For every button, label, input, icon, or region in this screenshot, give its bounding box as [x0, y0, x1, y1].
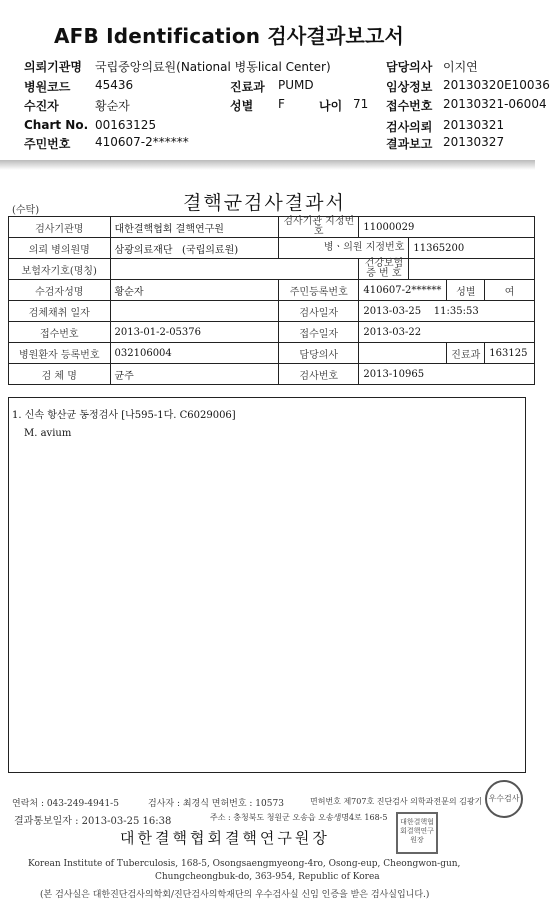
seal-text: 대한결핵협회결핵연구원장	[400, 818, 434, 844]
cell-label: 접수일자	[279, 322, 359, 343]
label-rrn: 주민번호	[24, 137, 71, 151]
footer-license: 면허번호 제707호 진단검사 의학과전문의 김광기	[310, 797, 483, 806]
table-row	[9, 364, 535, 385]
cell-value	[110, 301, 279, 322]
footer-notice-date: 결과통보일자 : 2013-03-25 16:38	[14, 816, 172, 827]
form-note: (수탁)	[12, 205, 40, 216]
value-test-request: 20130321	[443, 118, 505, 132]
cell-value: 대한결핵협회 결핵연구원	[110, 217, 279, 238]
value-department: PUMD	[278, 78, 314, 92]
label-sex: 성별	[230, 99, 254, 113]
cell-label: 진료과	[447, 343, 485, 364]
cell-label: 의뢰 병의원명	[9, 238, 111, 259]
cell-label: 접수번호	[9, 322, 111, 343]
table-row	[9, 217, 535, 238]
table-row	[9, 301, 535, 322]
req-note: (국립의료원)	[182, 244, 239, 256]
label-chart-no: Chart No.	[24, 118, 89, 132]
cell-value: 032106004	[110, 343, 279, 364]
label-requester: 의뢰기관명	[24, 60, 82, 74]
cell-label: 주민등록번호	[279, 280, 359, 301]
cell-value: 2013-01-2-05376	[110, 322, 279, 343]
cell-value: 2013-10965	[359, 364, 535, 385]
cell-label: 검사기관명	[9, 217, 111, 238]
cell-label: 담당의사	[279, 343, 359, 364]
footer-address-en: Chungcheongbuk-do, 363-954, Republic of Korea	[155, 872, 380, 882]
cell-label: 성별	[447, 280, 485, 301]
result-value: M. avium	[24, 428, 72, 439]
divider	[0, 160, 535, 170]
cell-value: 163125	[485, 343, 535, 364]
label-doctor: 담당의사	[386, 60, 433, 74]
cell-value	[110, 259, 359, 280]
cell-label: 보험자기호(명칭)	[9, 259, 111, 280]
table-row	[9, 280, 535, 301]
footer-institute-en: Korean Institute of Tuberculosis, 168-5, Osongsaengmyeong-4ro, Osong-eup, Cheongwon-gun,	[28, 859, 461, 869]
cell-label: 수검자성명	[9, 280, 111, 301]
page-title: AFB Identification 검사결과보고서	[54, 24, 405, 48]
report-title: 결핵균검사결과서	[183, 192, 346, 214]
req-name: 삼광의료재단	[114, 244, 173, 256]
footer-address-ko: 주소 : 충청북도 청원군 오송읍 오송생명4로 168-5	[210, 813, 388, 822]
cell-value: 여	[485, 280, 535, 301]
value-age: 71	[353, 97, 369, 111]
value-hospital-code: 45436	[95, 78, 134, 92]
table-row	[9, 238, 535, 259]
cell-label: 검사기관 지정번호	[279, 217, 359, 238]
value-patient: 황순자	[95, 99, 130, 113]
label-hospital-code: 병원코드	[24, 80, 71, 94]
badge-text: 우수검사	[488, 794, 520, 803]
institute-name: 대한결핵협회결핵연구원장	[120, 829, 330, 847]
cell-label: 병원환자 등록번호	[9, 343, 111, 364]
label-patient: 수진자	[24, 99, 59, 113]
table-row	[9, 343, 535, 364]
label-clinical-info: 임상정보	[386, 80, 433, 94]
official-seal	[396, 812, 438, 854]
footer-tester: 검사자 : 최경식 면허번호 : 10573	[148, 799, 284, 809]
cell-label: 병ㆍ의원 지정번호	[279, 238, 409, 259]
cell-value: 410607-2******	[359, 280, 447, 301]
cell-value	[110, 238, 279, 259]
results-box	[8, 397, 526, 773]
label-age: 나이	[319, 99, 343, 113]
value-doctor: 이지연	[443, 60, 478, 74]
cell-label: 검사번호	[279, 364, 359, 385]
report-info-table	[8, 216, 535, 385]
cell-label: 검 체 명	[9, 364, 111, 385]
label-result-report: 결과보고	[386, 137, 433, 151]
value-receipt-no: 20130321-06004	[443, 97, 547, 111]
cell-value: 2013-03-22	[359, 322, 535, 343]
cell-label: 검사일자	[279, 301, 359, 322]
cell-value: 황순자	[110, 280, 279, 301]
cell-value: 11365200	[409, 238, 535, 259]
value-sex: F	[278, 97, 285, 111]
table-row	[9, 259, 535, 280]
cell-label: 검체채취 일자	[9, 301, 111, 322]
result-line: 1. 신속 항산균 동정검사 [나595-1다. C6029006]	[12, 410, 236, 421]
certification-badge	[485, 780, 523, 818]
label-department: 진료과	[230, 80, 265, 94]
cell-label: 건강보험 증 번 호	[359, 259, 409, 280]
value-clinical-info: 20130320E10036	[443, 78, 550, 92]
label-receipt-no: 접수번호	[386, 99, 433, 113]
value-chart-no: 00163125	[95, 118, 157, 132]
footer-cert-note: (본 검사실은 대한진단검사의학회/진단검사의학재단의 우수검사실 신임 인증을 받은 검사실입니다.)	[40, 890, 430, 900]
footer-contact: 연락처 : 043-249-4941-5	[12, 799, 119, 809]
cell-value: 11000029	[359, 217, 535, 238]
value-result-report: 20130327	[443, 135, 505, 149]
cell-value: 균주	[110, 364, 279, 385]
value-rrn: 410607-2******	[95, 135, 189, 149]
value-requester: 국립중앙의료원(National 병동lical Center)	[95, 60, 331, 74]
cell-value	[359, 343, 447, 364]
test-time: 11:35:53	[433, 305, 479, 317]
cell-value	[409, 259, 535, 280]
cell-value	[359, 301, 535, 322]
table-row	[9, 322, 535, 343]
test-date: 2013-03-25	[363, 305, 422, 317]
label-test-request: 검사의뢰	[386, 120, 433, 134]
